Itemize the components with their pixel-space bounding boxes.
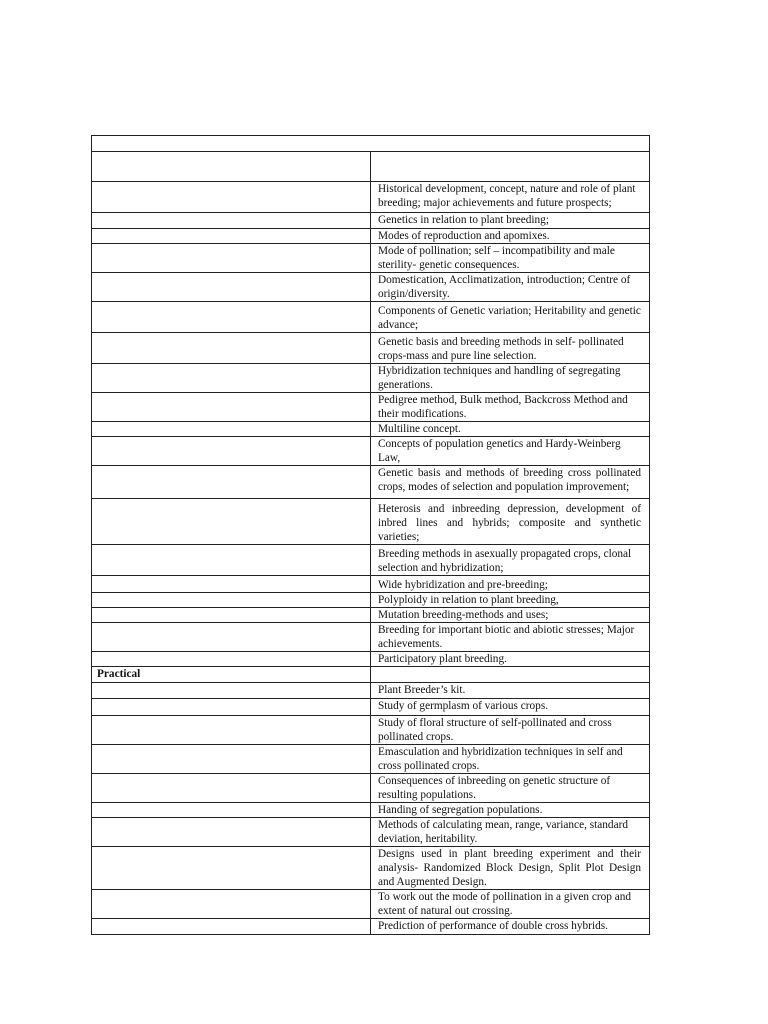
header-cell (92, 136, 650, 152)
theory-topic: Pedigree method, Bulk method, Backcross Method and their modifications. (371, 393, 650, 422)
theory-topic: Genetics in relation to plant breeding; (371, 213, 650, 229)
table-row (92, 437, 650, 466)
table-row (92, 545, 650, 576)
table-row (92, 847, 650, 890)
table-row (92, 302, 650, 333)
table-row (92, 182, 650, 213)
table-subheader-row (92, 152, 650, 182)
theory-topic: Hybridization techniques and handling of segregating generations. (371, 364, 650, 393)
table-row (92, 803, 650, 818)
table-row (92, 393, 650, 422)
practical-topic: Handing of segregation populations. (371, 803, 650, 818)
table-row (92, 229, 650, 244)
theory-topic: Heterosis and inbreeding depression, development of inbred lines and hybrids; composite and synthetic varieties; (371, 499, 650, 545)
lecture-number-cell (92, 152, 371, 182)
syllabus-table (91, 135, 650, 935)
table-row (92, 890, 650, 919)
theory-topic: Genetic basis and breeding methods in self- pollinated crops-mass and pure line selection. (371, 333, 650, 364)
practical-topic: Consequences of inbreeding on genetic structure of resulting populations. (371, 774, 650, 803)
theory-topic: Domestication, Acclimatization, introduction; Centre of origin/diversity. (371, 273, 650, 302)
theory-topic: Mutation breeding-methods and uses; (371, 608, 650, 623)
practical-label: Practical (92, 667, 371, 683)
practical-topic: Study of floral structure of self-pollinated and cross pollinated crops. (371, 716, 650, 745)
table-row (92, 422, 650, 437)
table-header-row (92, 136, 650, 152)
table-row (92, 499, 650, 545)
table-row (92, 699, 650, 716)
theory-topic: Breeding methods in asexually propagated crops, clonal selection and hybridization; (371, 545, 650, 576)
theory-topic: Modes of reproduction and apomixes. (371, 229, 650, 244)
theory-topic: Historical development, concept, nature and role of plant breeding; major achievements and future prospects; (371, 182, 650, 213)
theory-topic: Genetic basis and methods of breeding cross pollinated crops, modes of selection and population improvement; (371, 466, 650, 499)
theory-topic: Concepts of population genetics and Hardy-Weinberg Law, (371, 437, 650, 466)
table-row (92, 213, 650, 229)
table-row (92, 919, 650, 935)
topic-cell (371, 152, 650, 182)
theory-topic: Participatory plant breeding. (371, 652, 650, 667)
practical-topic: To work out the mode of pollination in a given crop and extent of natural out crossing. (371, 890, 650, 919)
practical-topic: Emasculation and hybridization techniques in self and cross pollinated crops. (371, 745, 650, 774)
theory-topic: Mode of pollination; self – incompatibility and male sterility- genetic consequences. (371, 244, 650, 273)
practical-topic: Plant Breeder’s kit. (371, 683, 650, 699)
table-row (92, 818, 650, 847)
practical-section-row (92, 667, 650, 683)
practical-topic: Designs used in plant breeding experiment and their analysis- Randomized Block Design, Split Plot Design and Augmented Design. (371, 847, 650, 890)
table-row (92, 593, 650, 608)
table-row (92, 716, 650, 745)
table-row (92, 364, 650, 393)
practical-topic: Methods of calculating mean, range, variance, standard deviation, heritability. (371, 818, 650, 847)
table-row (92, 576, 650, 593)
table-row (92, 774, 650, 803)
table-row (92, 333, 650, 364)
theory-topic: Polyploidy in relation to plant breeding, (371, 593, 650, 608)
table-row (92, 623, 650, 652)
table-row (92, 683, 650, 699)
theory-topic: Components of Genetic variation; Heritability and genetic advance; (371, 302, 650, 333)
theory-topic: Breeding for important biotic and abiotic stresses; Major achievements. (371, 623, 650, 652)
table-row (92, 608, 650, 623)
table-row (92, 652, 650, 667)
theory-topic: Multiline concept. (371, 422, 650, 437)
practical-topic: Prediction of performance of double cross hybrids. (371, 919, 650, 935)
table-row (92, 466, 650, 499)
table-row (92, 244, 650, 273)
practical-topic: Study of germplasm of various crops. (371, 699, 650, 716)
theory-topic: Wide hybridization and pre-breeding; (371, 576, 650, 593)
table-row (92, 273, 650, 302)
table-row (92, 745, 650, 774)
